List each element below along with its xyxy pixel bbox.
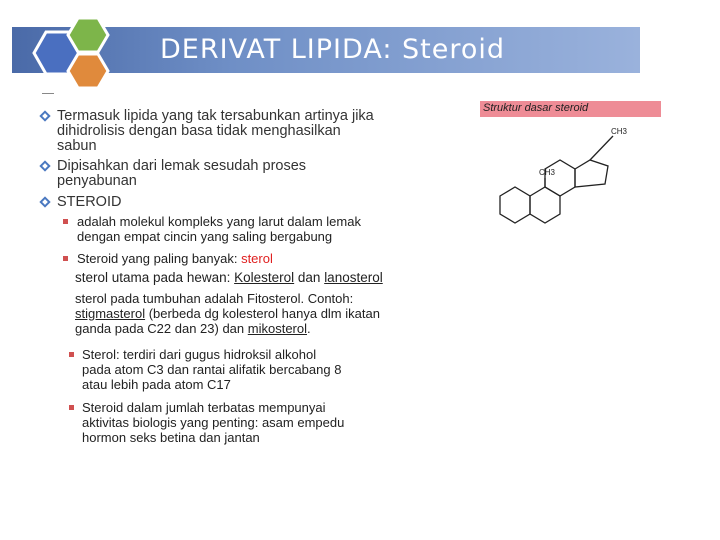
square-bullet-icon: [69, 352, 74, 357]
ch3-top-label: CH3: [611, 127, 628, 136]
steroid-activity-item: Steroid dalam jumlah terbatas mempunyai aktivitas biologis yang penting: asam empedu hormon seks betina dan jantan: [82, 400, 345, 445]
hexagon-logo-icon: [18, 18, 133, 88]
sterol-detail-item: Sterol: terdiri dari gugus hidroksil alkohol pada atom C3 dan rantai alifatik bercabang 8 atau lebih pada atom C17: [82, 347, 342, 392]
square-bullet-icon: [63, 219, 68, 224]
sterol-animal-line: sterol utama pada hewan: Kolesterol dan lanosterol: [75, 270, 383, 285]
diamond-bullet-icon: [39, 196, 50, 207]
steroid-item-2: Steroid yang paling banyak: sterol: [77, 251, 273, 266]
bullet-2: Dipisahkan dari lemak sesudah proses penyabunan: [57, 158, 307, 189]
square-bullet-icon: [69, 405, 74, 410]
ch3-mid-label: CH3: [539, 168, 556, 177]
steroid-structure-diagram: [495, 118, 660, 240]
structure-label: Struktur dasar steroid: [483, 102, 589, 114]
bullet-3: STEROID: [57, 194, 122, 210]
bullet-1: Termasuk lipida yang tak tersabunkan artinya jika dihidrolisis dengan basa tidak menghasilkan sabun: [57, 108, 374, 154]
page-title: DERIVAT LIPIDA: Steroid: [160, 34, 506, 65]
diamond-bullet-icon: [39, 110, 50, 121]
square-bullet-icon: [63, 256, 68, 261]
steroid-item-1: adalah molekul kompleks yang larut dalam lemak dengan empat cincin yang saling bergabung: [77, 214, 361, 244]
diamond-bullet-icon: [39, 160, 50, 171]
sterol-plant-block: sterol pada tumbuhan adalah Fitosterol. Contoh: stigmasterol (berbeda dg kolesterol hanya dlm ikatan ganda pada C22 dan 23) dan mikosterol.: [75, 291, 380, 336]
divider: [42, 93, 54, 94]
